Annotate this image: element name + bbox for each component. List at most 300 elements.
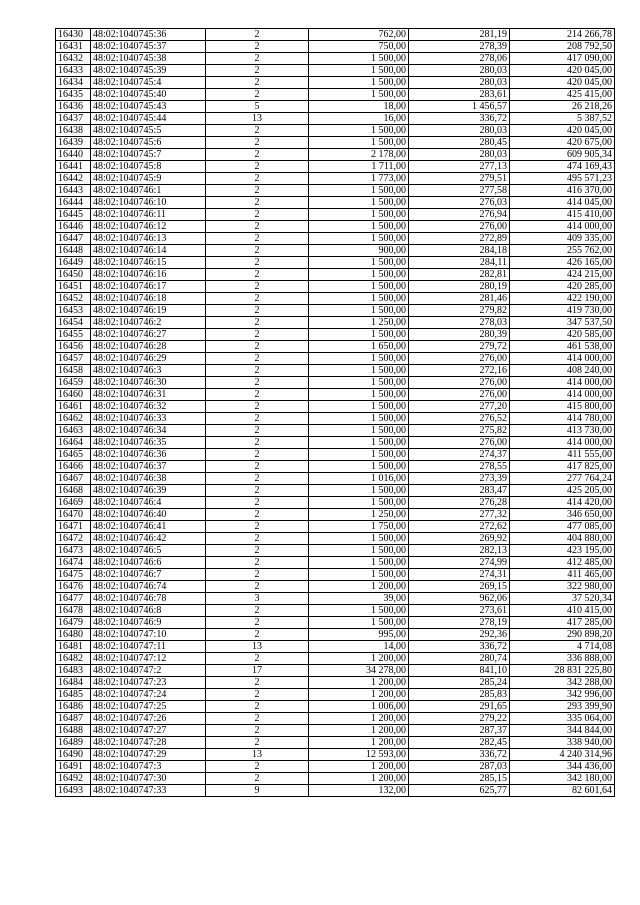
- table-row: [56, 221, 615, 233]
- table-row: [56, 41, 615, 53]
- row-number: 16459: [56, 377, 91, 389]
- cadastral-number: 48:02:1040747:10: [91, 629, 206, 641]
- category-code: 2: [206, 245, 309, 257]
- cadastral-value-cell: 4 714,08: [510, 641, 615, 653]
- row-number: 16447: [56, 233, 91, 245]
- cadastral-number: 48:02:1040747:3: [91, 761, 206, 773]
- area-cell: 1 200,00: [309, 713, 409, 725]
- cadastral-number: 48:02:1040746:6: [91, 557, 206, 569]
- cadastral-value-cell: 338 940,00: [510, 737, 615, 749]
- cadastral-number: 48:02:1040745:37: [91, 41, 206, 53]
- row-number: 16444: [56, 197, 91, 209]
- category-code: 2: [206, 557, 309, 569]
- row-number: 16451: [56, 281, 91, 293]
- category-code: 13: [206, 113, 309, 125]
- row-number: 16489: [56, 737, 91, 749]
- row-number: 16442: [56, 173, 91, 185]
- category-code: 2: [206, 341, 309, 353]
- table-row: [56, 365, 615, 377]
- cadastral-number: 48:02:1040747:11: [91, 641, 206, 653]
- row-number: 16432: [56, 53, 91, 65]
- unit-rate-cell: 292,36: [409, 629, 510, 641]
- table-row: [56, 101, 615, 113]
- cadastral-value-cell: 410 415,00: [510, 605, 615, 617]
- area-cell: 1 500,00: [309, 425, 409, 437]
- category-code: 2: [206, 365, 309, 377]
- cadastral-value-cell: 414 420,00: [510, 497, 615, 509]
- cadastral-value-cell: 293 399,90: [510, 701, 615, 713]
- cadastral-value-cell: 277 764,24: [510, 473, 615, 485]
- table-row: [56, 425, 615, 437]
- cadastral-value-cell: 404 880,00: [510, 533, 615, 545]
- cadastral-value-cell: 420 675,00: [510, 137, 615, 149]
- cadastral-value-cell: 414 045,00: [510, 197, 615, 209]
- unit-rate-cell: 276,00: [409, 221, 510, 233]
- cadastral-value-cell: 425 415,00: [510, 89, 615, 101]
- table-row: [56, 737, 615, 749]
- category-code: 2: [206, 173, 309, 185]
- category-code: 2: [206, 497, 309, 509]
- cadastral-value-cell: 420 585,00: [510, 329, 615, 341]
- table-row: [56, 377, 615, 389]
- cadastral-number: 48:02:1040745:6: [91, 137, 206, 149]
- table-row: [56, 209, 615, 221]
- unit-rate-cell: 336,72: [409, 641, 510, 653]
- table-row: [56, 29, 615, 41]
- unit-rate-cell: 269,15: [409, 581, 510, 593]
- cadastral-number: 48:02:1040747:29: [91, 749, 206, 761]
- area-cell: 1 500,00: [309, 497, 409, 509]
- cadastral-value-cell: 208 792,50: [510, 41, 615, 53]
- cadastral-value-cell: 477 085,00: [510, 521, 615, 533]
- unit-rate-cell: 283,47: [409, 485, 510, 497]
- row-number: 16487: [56, 713, 91, 725]
- area-cell: 132,00: [309, 785, 409, 797]
- area-cell: 1 500,00: [309, 353, 409, 365]
- row-number: 16435: [56, 89, 91, 101]
- cadastral-number: 48:02:1040746:37: [91, 461, 206, 473]
- cadastral-number: 48:02:1040746:13: [91, 233, 206, 245]
- cadastral-value-cell: 414 000,00: [510, 377, 615, 389]
- area-cell: 1 200,00: [309, 581, 409, 593]
- table-row: [56, 125, 615, 137]
- table-row: [56, 161, 615, 173]
- cadastral-value-cell: 82 601,64: [510, 785, 615, 797]
- cadastral-value-cell: 414 000,00: [510, 389, 615, 401]
- row-number: 16491: [56, 761, 91, 773]
- unit-rate-cell: 274,99: [409, 557, 510, 569]
- cadastral-value-cell: 416 370,00: [510, 185, 615, 197]
- cadastral-value-cell: 414 000,00: [510, 437, 615, 449]
- cadastral-value-cell: 347 537,50: [510, 317, 615, 329]
- area-cell: 1 006,00: [309, 701, 409, 713]
- cadastral-value-cell: 346 650,00: [510, 509, 615, 521]
- cadastral-number: 48:02:1040746:15: [91, 257, 206, 269]
- unit-rate-cell: 284,11: [409, 257, 510, 269]
- area-cell: 1 500,00: [309, 185, 409, 197]
- cadastral-number: 48:02:1040746:1: [91, 185, 206, 197]
- cadastral-value-cell: 344 844,00: [510, 725, 615, 737]
- row-number: 16469: [56, 497, 91, 509]
- category-code: 2: [206, 185, 309, 197]
- cadastral-value-cell: 415 800,00: [510, 401, 615, 413]
- table-row: [56, 593, 615, 605]
- area-cell: 750,00: [309, 41, 409, 53]
- cadastral-value-cell: 417 090,00: [510, 53, 615, 65]
- category-code: 2: [206, 77, 309, 89]
- cadastral-value-cell: 290 898,20: [510, 629, 615, 641]
- cadastral-number: 48:02:1040746:29: [91, 353, 206, 365]
- category-code: 2: [206, 353, 309, 365]
- area-cell: 1 016,00: [309, 473, 409, 485]
- row-number: 16480: [56, 629, 91, 641]
- table-row: [56, 689, 615, 701]
- cadastral-number: 48:02:1040746:39: [91, 485, 206, 497]
- cadastral-number: 48:02:1040746:36: [91, 449, 206, 461]
- area-cell: 995,00: [309, 629, 409, 641]
- row-number: 16437: [56, 113, 91, 125]
- cadastral-number: 48:02:1040746:31: [91, 389, 206, 401]
- cadastral-number: 48:02:1040746:34: [91, 425, 206, 437]
- category-code: 2: [206, 401, 309, 413]
- category-code: 2: [206, 605, 309, 617]
- row-number: 16458: [56, 365, 91, 377]
- category-code: 2: [206, 149, 309, 161]
- row-number: 16479: [56, 617, 91, 629]
- table-row: [56, 509, 615, 521]
- area-cell: 1 500,00: [309, 137, 409, 149]
- cadastral-value-cell: 255 762,00: [510, 245, 615, 257]
- cadastral-value-cell: 411 555,00: [510, 449, 615, 461]
- cadastral-value-cell: 609 905,34: [510, 149, 615, 161]
- cadastral-value-cell: 420 045,00: [510, 77, 615, 89]
- unit-rate-cell: 336,72: [409, 113, 510, 125]
- category-code: 2: [206, 701, 309, 713]
- cadastral-value-cell: 414 000,00: [510, 353, 615, 365]
- unit-rate-cell: 278,03: [409, 317, 510, 329]
- table-row: [56, 113, 615, 125]
- cadastral-number: 48:02:1040746:9: [91, 617, 206, 629]
- category-code: 2: [206, 461, 309, 473]
- row-number: 16492: [56, 773, 91, 785]
- area-cell: 1 250,00: [309, 317, 409, 329]
- row-number: 16457: [56, 353, 91, 365]
- unit-rate-cell: 280,45: [409, 137, 510, 149]
- table-row: [56, 173, 615, 185]
- category-code: 2: [206, 389, 309, 401]
- unit-rate-cell: 274,37: [409, 449, 510, 461]
- row-number: 16471: [56, 521, 91, 533]
- table-row: [56, 77, 615, 89]
- cadastral-number: 48:02:1040746:7: [91, 569, 206, 581]
- row-number: 16477: [56, 593, 91, 605]
- cadastral-value-cell: 322 980,00: [510, 581, 615, 593]
- row-number: 16476: [56, 581, 91, 593]
- unit-rate-cell: 275,82: [409, 425, 510, 437]
- area-cell: 1 750,00: [309, 521, 409, 533]
- category-code: 5: [206, 101, 309, 113]
- cadastral-number: 48:02:1040747:33: [91, 785, 206, 797]
- category-code: 2: [206, 125, 309, 137]
- category-code: 2: [206, 161, 309, 173]
- cadastral-number: 48:02:1040747:25: [91, 701, 206, 713]
- category-code: 2: [206, 737, 309, 749]
- area-cell: 14,00: [309, 641, 409, 653]
- unit-rate-cell: 281,19: [409, 29, 510, 41]
- category-code: 2: [206, 233, 309, 245]
- unit-rate-cell: 276,00: [409, 377, 510, 389]
- cadastral-number: 48:02:1040747:28: [91, 737, 206, 749]
- table-row: [56, 497, 615, 509]
- unit-rate-cell: 625,77: [409, 785, 510, 797]
- table-row: [56, 89, 615, 101]
- cadastral-value-cell: 411 465,00: [510, 569, 615, 581]
- category-code: 3: [206, 593, 309, 605]
- unit-rate-cell: 284,18: [409, 245, 510, 257]
- table-row: [56, 569, 615, 581]
- table-row: [56, 713, 615, 725]
- unit-rate-cell: 285,83: [409, 689, 510, 701]
- unit-rate-cell: 287,03: [409, 761, 510, 773]
- cadastral-number: 48:02:1040746:28: [91, 341, 206, 353]
- table-row: [56, 257, 615, 269]
- area-cell: 1 500,00: [309, 125, 409, 137]
- category-code: 2: [206, 533, 309, 545]
- category-code: 2: [206, 377, 309, 389]
- category-code: 2: [206, 713, 309, 725]
- cadastral-number: 48:02:1040746:35: [91, 437, 206, 449]
- table-row: [56, 317, 615, 329]
- row-number: 16473: [56, 545, 91, 557]
- unit-rate-cell: 279,72: [409, 341, 510, 353]
- row-number: 16481: [56, 641, 91, 653]
- cadastral-number: 48:02:1040746:33: [91, 413, 206, 425]
- area-cell: 12 593,00: [309, 749, 409, 761]
- unit-rate-cell: 336,72: [409, 749, 510, 761]
- category-code: 2: [206, 221, 309, 233]
- unit-rate-cell: 281,46: [409, 293, 510, 305]
- category-code: 2: [206, 293, 309, 305]
- area-cell: 1 500,00: [309, 77, 409, 89]
- row-number: 16438: [56, 125, 91, 137]
- category-code: 2: [206, 449, 309, 461]
- row-number: 16452: [56, 293, 91, 305]
- cadastral-value-cell: 214 266,78: [510, 29, 615, 41]
- row-number: 16472: [56, 533, 91, 545]
- cadastral-value-cell: 426 165,00: [510, 257, 615, 269]
- cadastral-number: 48:02:1040745:38: [91, 53, 206, 65]
- row-number: 16441: [56, 161, 91, 173]
- category-code: 2: [206, 581, 309, 593]
- cadastral-number: 48:02:1040745:43: [91, 101, 206, 113]
- area-cell: 1 500,00: [309, 461, 409, 473]
- category-code: 2: [206, 773, 309, 785]
- category-code: 2: [206, 689, 309, 701]
- row-number: 16448: [56, 245, 91, 257]
- area-cell: 1 500,00: [309, 269, 409, 281]
- cadastral-number: 48:02:1040745:39: [91, 65, 206, 77]
- cadastral-value-cell: 414 780,00: [510, 413, 615, 425]
- row-number: 16434: [56, 77, 91, 89]
- cadastral-number: 48:02:1040747:26: [91, 713, 206, 725]
- row-number: 16483: [56, 665, 91, 677]
- area-cell: 1 500,00: [309, 53, 409, 65]
- area-cell: 1 500,00: [309, 377, 409, 389]
- cadastral-number: 48:02:1040746:32: [91, 401, 206, 413]
- area-cell: 1 773,00: [309, 173, 409, 185]
- cadastral-value-cell: 419 730,00: [510, 305, 615, 317]
- cadastral-number: 48:02:1040745:36: [91, 29, 206, 41]
- area-cell: 1 500,00: [309, 197, 409, 209]
- row-number: 16456: [56, 341, 91, 353]
- table-row: [56, 281, 615, 293]
- category-code: 2: [206, 677, 309, 689]
- unit-rate-cell: 277,13: [409, 161, 510, 173]
- table-row: [56, 233, 615, 245]
- cadastral-number: 48:02:1040745:5: [91, 125, 206, 137]
- area-cell: 1 250,00: [309, 509, 409, 521]
- unit-rate-cell: 276,00: [409, 353, 510, 365]
- row-number: 16466: [56, 461, 91, 473]
- category-code: 2: [206, 437, 309, 449]
- category-code: 2: [206, 545, 309, 557]
- row-number: 16486: [56, 701, 91, 713]
- table-row: [56, 329, 615, 341]
- cadastral-number: 48:02:1040746:27: [91, 329, 206, 341]
- row-number: 16433: [56, 65, 91, 77]
- cadastral-number: 48:02:1040746:78: [91, 593, 206, 605]
- row-number: 16445: [56, 209, 91, 221]
- category-code: 2: [206, 473, 309, 485]
- unit-rate-cell: 287,37: [409, 725, 510, 737]
- unit-rate-cell: 1 456,57: [409, 101, 510, 113]
- cadastral-value-cell: 4 240 314,96: [510, 749, 615, 761]
- row-number: 16475: [56, 569, 91, 581]
- unit-rate-cell: 280,39: [409, 329, 510, 341]
- area-cell: 1 500,00: [309, 365, 409, 377]
- unit-rate-cell: 276,28: [409, 497, 510, 509]
- area-cell: 1 500,00: [309, 605, 409, 617]
- cadastral-number: 48:02:1040745:44: [91, 113, 206, 125]
- category-code: 2: [206, 281, 309, 293]
- cadastral-value-cell: 5 387,52: [510, 113, 615, 125]
- row-number: 16439: [56, 137, 91, 149]
- cadastral-value-cell: 342 996,00: [510, 689, 615, 701]
- cadastral-value-cell: 474 169,43: [510, 161, 615, 173]
- unit-rate-cell: 276,03: [409, 197, 510, 209]
- table-row: [56, 641, 615, 653]
- cadastral-value-cell: 28 831 225,80: [510, 665, 615, 677]
- area-cell: 1 500,00: [309, 209, 409, 221]
- table-row: [56, 761, 615, 773]
- unit-rate-cell: 278,39: [409, 41, 510, 53]
- cadastral-value-cell: 336 888,00: [510, 653, 615, 665]
- cadastral-value-cell: 415 410,00: [510, 209, 615, 221]
- table-row: [56, 389, 615, 401]
- cadastral-value-cell: 408 240,00: [510, 365, 615, 377]
- table-row: [56, 413, 615, 425]
- cadastral-number: 48:02:1040746:19: [91, 305, 206, 317]
- area-cell: 18,00: [309, 101, 409, 113]
- table-row: [56, 53, 615, 65]
- unit-rate-cell: 282,13: [409, 545, 510, 557]
- cadastral-number: 48:02:1040746:17: [91, 281, 206, 293]
- cadastral-number: 48:02:1040745:7: [91, 149, 206, 161]
- unit-rate-cell: 280,74: [409, 653, 510, 665]
- unit-rate-cell: 276,00: [409, 437, 510, 449]
- row-number: 16482: [56, 653, 91, 665]
- table-row: [56, 437, 615, 449]
- cadastral-number: 48:02:1040747:23: [91, 677, 206, 689]
- unit-rate-cell: 280,03: [409, 65, 510, 77]
- unit-rate-cell: 280,03: [409, 149, 510, 161]
- area-cell: 34 278,00: [309, 665, 409, 677]
- unit-rate-cell: 276,52: [409, 413, 510, 425]
- row-number: 16443: [56, 185, 91, 197]
- area-cell: 1 500,00: [309, 485, 409, 497]
- row-number: 16470: [56, 509, 91, 521]
- table-row: [56, 305, 615, 317]
- table-row: [56, 725, 615, 737]
- cadastral-value-cell: 417 825,00: [510, 461, 615, 473]
- unit-rate-cell: 272,62: [409, 521, 510, 533]
- table-row: [56, 665, 615, 677]
- table-row: [56, 485, 615, 497]
- table-row: [56, 185, 615, 197]
- cadastral-value-cell: 414 000,00: [510, 221, 615, 233]
- table-row: [56, 269, 615, 281]
- area-cell: 1 500,00: [309, 257, 409, 269]
- category-code: 2: [206, 521, 309, 533]
- table-row: [56, 245, 615, 257]
- area-cell: 900,00: [309, 245, 409, 257]
- unit-rate-cell: 276,94: [409, 209, 510, 221]
- cadastral-number: 48:02:1040746:18: [91, 293, 206, 305]
- row-number: 16431: [56, 41, 91, 53]
- cadastral-number: 48:02:1040746:2: [91, 317, 206, 329]
- cadastral-value-sheet: [55, 28, 614, 797]
- area-cell: 1 200,00: [309, 653, 409, 665]
- area-cell: 1 500,00: [309, 233, 409, 245]
- cadastral-number: 48:02:1040745:4: [91, 77, 206, 89]
- cadastral-value-cell: 420 045,00: [510, 65, 615, 77]
- row-number: 16485: [56, 689, 91, 701]
- area-cell: 1 500,00: [309, 533, 409, 545]
- category-code: 2: [206, 761, 309, 773]
- table-row: [56, 473, 615, 485]
- category-code: 2: [206, 53, 309, 65]
- category-code: 2: [206, 209, 309, 221]
- cadastral-number: 48:02:1040746:10: [91, 197, 206, 209]
- table-row: [56, 293, 615, 305]
- cadastral-value-cell: 420 285,00: [510, 281, 615, 293]
- category-code: 13: [206, 641, 309, 653]
- table-row: [56, 773, 615, 785]
- cadastral-number: 48:02:1040746:42: [91, 533, 206, 545]
- area-cell: 1 500,00: [309, 293, 409, 305]
- category-code: 9: [206, 785, 309, 797]
- area-cell: 762,00: [309, 29, 409, 41]
- cadastral-number: 48:02:1040746:40: [91, 509, 206, 521]
- unit-rate-cell: 277,32: [409, 509, 510, 521]
- cadastral-value-cell: 424 215,00: [510, 269, 615, 281]
- cadastral-value-cell: 425 205,00: [510, 485, 615, 497]
- cadastral-number: 48:02:1040747:24: [91, 689, 206, 701]
- unit-rate-cell: 280,03: [409, 125, 510, 137]
- row-number: 16454: [56, 317, 91, 329]
- row-number: 16467: [56, 473, 91, 485]
- table-row: [56, 785, 615, 797]
